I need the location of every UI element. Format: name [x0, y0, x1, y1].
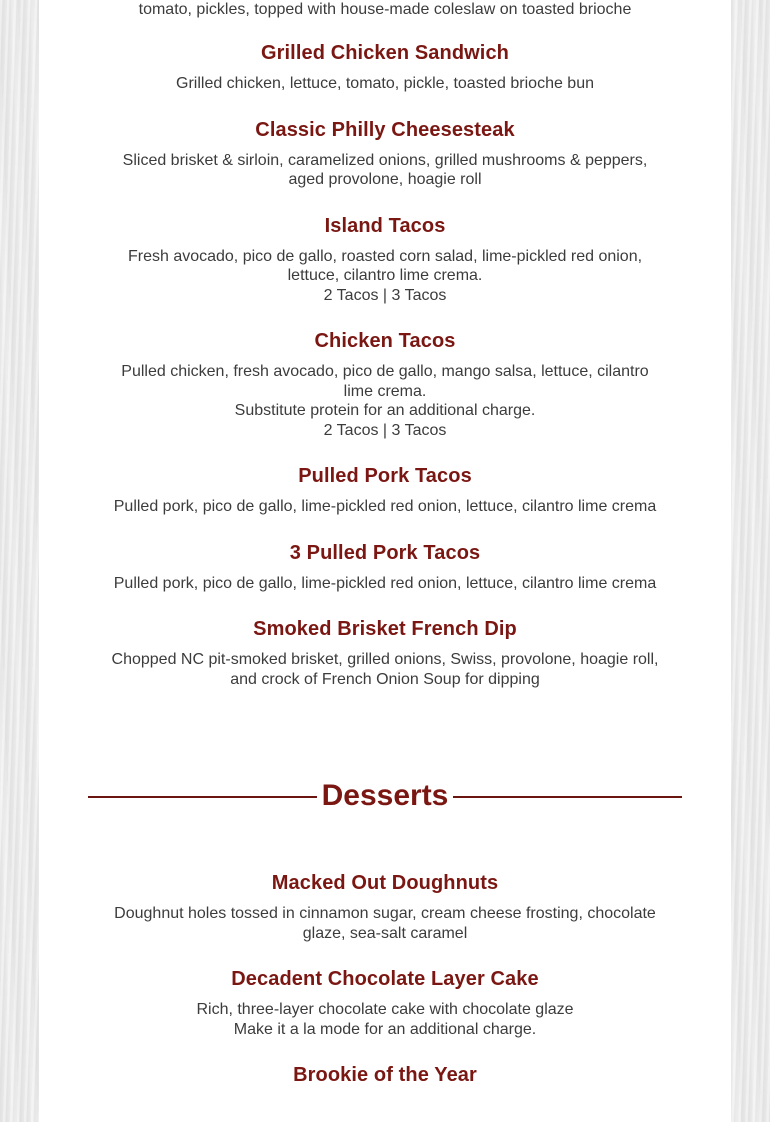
- menu-content: [39, 0, 731, 1087]
- description-line: lime crema.: [343, 382, 427, 400]
- item-description: [65, 904, 705, 943]
- description-line: 2 Tacos | 3 Tacos: [323, 286, 447, 304]
- menu-item-decadent-chocolate-layer-cake: [39, 967, 731, 1039]
- item-title: Macked Out Doughnuts: [271, 872, 499, 894]
- menu-item-grilled-chicken-sandwich: [39, 41, 731, 94]
- menu-item-chicken-tacos: [39, 329, 731, 440]
- description-line: tomato, pickles, topped with house-made coleslaw on toasted brioche: [138, 0, 632, 18]
- item-description: [85, 74, 685, 94]
- desserts-section-header: [88, 775, 682, 819]
- item-title: Grilled Chicken Sandwich: [260, 42, 509, 64]
- description-line: Make it a la mode for an additional charge.: [233, 1020, 537, 1038]
- item-title: Island Tacos: [324, 214, 446, 237]
- item-description: [65, 650, 705, 689]
- item-title: Pulled Pork Tacos: [298, 465, 472, 487]
- menu-item-pulled-pork-tacos: [39, 464, 731, 517]
- item-title: Smoked Brisket French Dip: [253, 618, 517, 640]
- menu-item-macked-out-doughnuts: [39, 871, 731, 943]
- description-line: Doughnut holes tossed in cinnamon sugar, cream cheese frosting, chocolate: [114, 905, 656, 922]
- description-line: glaze, sea-salt caramel: [302, 924, 468, 942]
- description-line: aged provolone, hoagie roll: [288, 171, 482, 188]
- item-description: [85, 0, 685, 19]
- description-line: Chopped NC pit-smoked brisket, grilled onions, Swiss, provolone, hoagie roll,: [111, 651, 659, 668]
- menu-item-brookie-of-the-year: [39, 1063, 731, 1087]
- description-line: Pulled chicken, fresh avocado, pico de gallo, mango salsa, lettuce, cilantro: [121, 363, 649, 380]
- item-title: Brookie of the Year: [293, 1064, 477, 1086]
- description-line: 2 Tacos | 3 Tacos: [323, 421, 447, 439]
- description-line: Pulled pork, pico de gallo, lime-pickled red onion, lettuce, cilantro lime crema: [113, 498, 657, 515]
- menu-item-classic-philly-cheesesteak: [39, 118, 731, 190]
- description-line: and crock of French Onion Soup for dipping: [230, 670, 540, 688]
- description-line: Pulled pork, pico de gallo, lime-pickled red onion, lettuce, cilantro lime crema: [113, 574, 657, 592]
- divider-line-right: [453, 796, 682, 798]
- item-description: [65, 497, 705, 517]
- item-title: 3 Pulled Pork Tacos: [289, 541, 481, 564]
- item-description: [85, 151, 685, 190]
- item-description: [85, 362, 685, 440]
- item-title: Classic Philly Cheesesteak: [255, 118, 515, 141]
- item-description: [65, 574, 705, 594]
- item-title: Chicken Tacos: [314, 330, 456, 352]
- menu-item-smoked-brisket-french-dip: [39, 617, 731, 689]
- menu-panel: [39, 0, 731, 1122]
- description-line: Substitute protein for an additional charge.: [234, 402, 536, 419]
- description-line: lettuce, cilantro lime crema.: [287, 267, 483, 284]
- description-line: Sliced brisket & sirloin, caramelized onions, grilled mushrooms & peppers,: [122, 151, 648, 169]
- description-line: Rich, three-layer chocolate cake with chocolate glaze: [196, 1001, 574, 1018]
- description-line: Grilled chicken, lettuce, tomato, pickle, toasted brioche bun: [176, 75, 594, 92]
- item-description: [85, 247, 685, 306]
- section-title: Desserts: [321, 779, 449, 812]
- description-line: Fresh avocado, pico de gallo, roasted corn salad, lime-pickled red onion,: [127, 247, 643, 265]
- item-description: [85, 1000, 685, 1039]
- item-title: Decadent Chocolate Layer Cake: [231, 968, 539, 990]
- menu-item-crispy-chicken: [39, 0, 731, 19]
- menu-item-3-pulled-pork-tacos: [39, 541, 731, 594]
- menu-item-island-tacos: [39, 214, 731, 306]
